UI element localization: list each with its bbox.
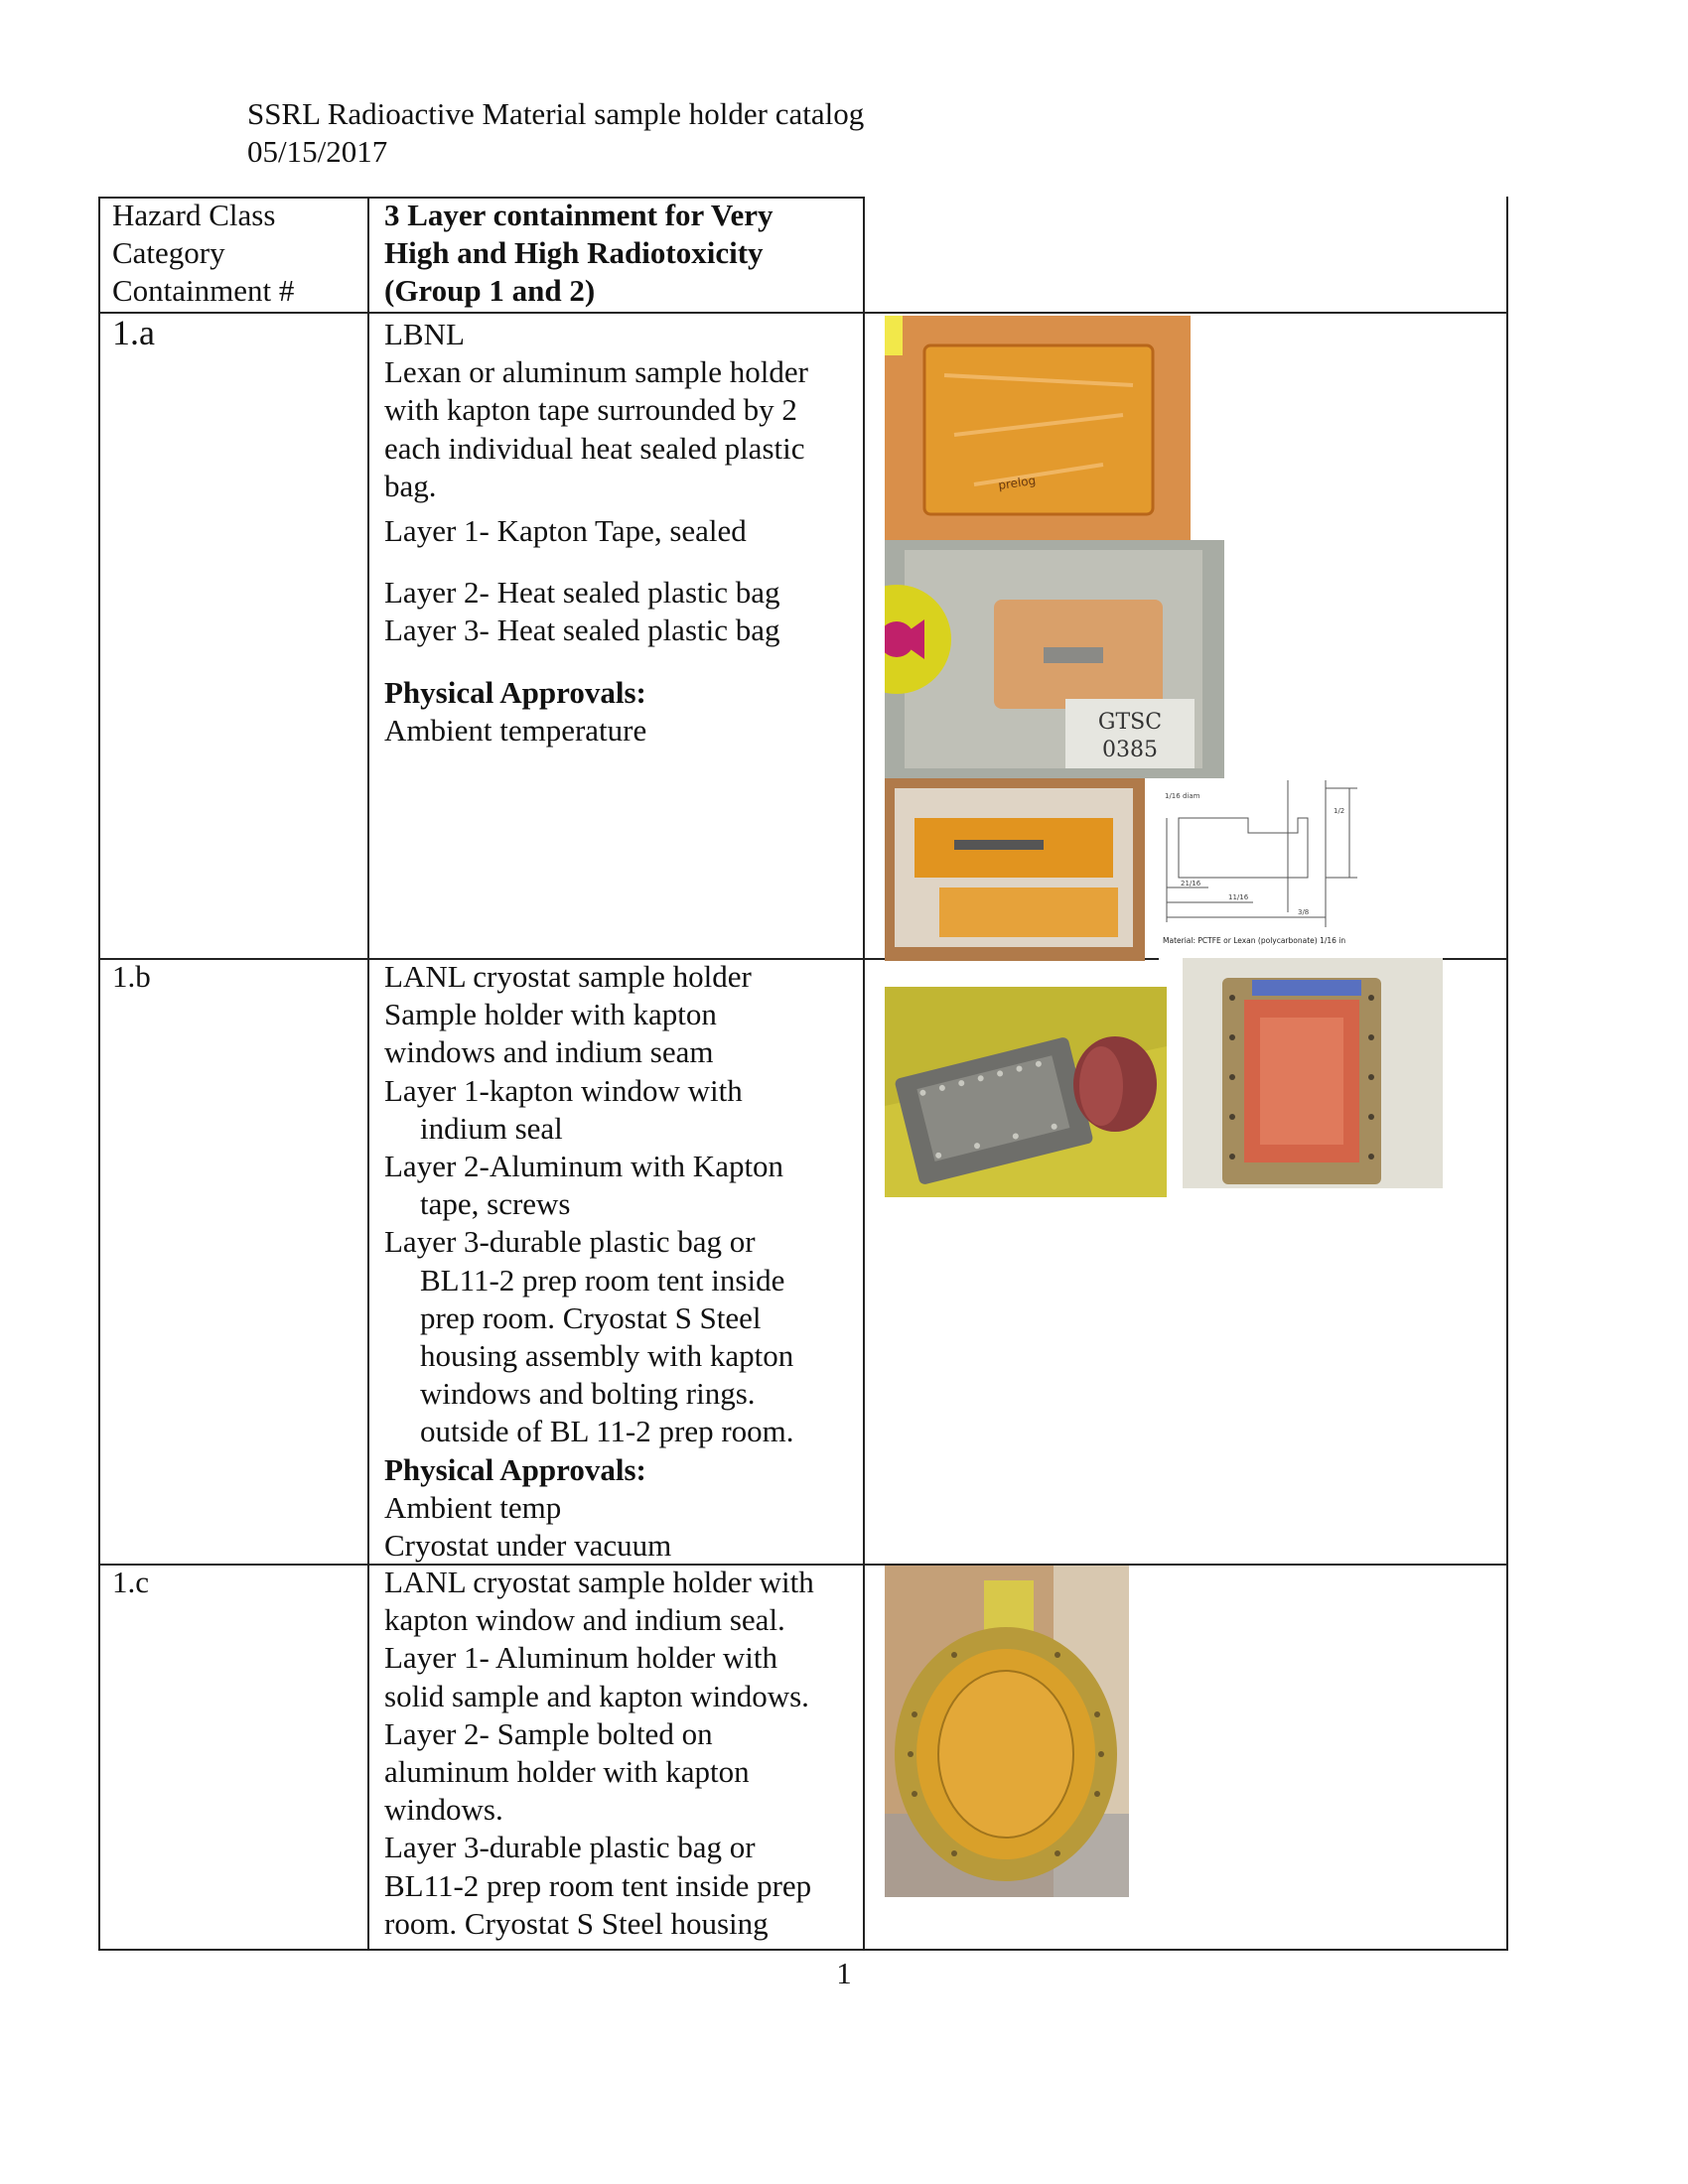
row-id-1b: 1.b [112,959,151,994]
physical-approvals-heading: Physical Approvals: [384,1451,646,1487]
row-1b-description [384,958,794,1565]
text-line: Cryostat under vacuum [384,1528,672,1564]
dim-label: 11/16 [1228,893,1249,901]
header-line: High and High Radiotoxicity [384,235,764,271]
text-line: Layer 1- Kapton Tape, sealed [384,513,747,549]
header-line: (Group 1 and 2) [384,273,596,309]
table-border-right [1506,197,1508,1951]
text-line: Sample holder with kapton [384,997,717,1032]
gtsc-number: 0385 [1102,738,1158,762]
drawing-caption: Material: PCTFE or Lexan (polycarbonate) 1/16 in [1163,936,1346,945]
text-line: Layer 3-durable plastic bag or [384,1830,756,1865]
text-line: Layer 2-Aluminum with Kapton [384,1149,784,1184]
text-line: LBNL [384,317,465,351]
column-divider-2 [863,197,865,1951]
text-line: BL11-2 prep room tent inside prep [384,1867,812,1903]
holder-drawing [1159,778,1409,961]
text-line: Ambient temp [384,1489,562,1525]
text-line: solid sample and kapton windows. [384,1678,809,1713]
row-divider-header [98,312,1508,314]
kapton-window-holder-photo [885,1566,1129,1897]
header-line: Category [112,235,225,271]
document-title: SSRL Radioactive Material sample holder catalog [247,96,865,131]
text-line: Layer 2- Sample bolted on [384,1715,713,1751]
text-line: with kapton tape surrounded by 2 [384,392,797,428]
dim-label: 21/16 [1181,880,1201,887]
text-line: kapton window and indium seal. [384,1602,785,1638]
row-id-1a: 1.a [112,313,155,352]
text-line: tape, screws [420,1186,571,1222]
text-line: Ambient temperature [384,712,647,748]
dim-label: 1/16 diam [1165,792,1200,800]
row-id-1c: 1.c [112,1565,150,1599]
text-line: BL11-2 prep room tent inside [420,1262,785,1297]
text-line: each individual heat sealed plastic [384,430,805,466]
row-1c-description [384,1564,814,1943]
text-line: windows. [384,1792,503,1828]
svg-text:prelog: prelog [997,473,1038,492]
text-line: aluminum holder with kapton [384,1754,750,1790]
text-line: Layer 2- Heat sealed plastic bag [384,575,780,611]
text-line: Layer 1- Aluminum holder with [384,1640,778,1676]
table-border-bottom [98,1949,1508,1951]
catalog-table [98,197,1508,1951]
gtsc-label: GTSC [1097,710,1163,735]
physical-approvals-heading: Physical Approvals: [384,674,646,710]
column-divider-1 [367,197,369,1951]
cryostat-window-photo [1183,958,1443,1188]
text-line: prep room. Cryostat S Steel [420,1299,762,1335]
header-line: 3 Layer containment for Very [384,198,774,232]
text-line: Layer 3-durable plastic bag or [384,1224,756,1260]
cryostat-holder-photo [885,987,1167,1197]
document-date: 05/15/2017 [247,134,388,169]
kapton-sample-photo [885,316,1191,540]
table-border-left [98,197,100,1951]
text-line: room. Cryostat S Steel housing [384,1905,769,1941]
text-line: bag. [384,468,437,503]
header-containment [384,197,773,311]
header-line: Hazard Class [112,198,276,232]
packaged-samples-photo [885,778,1145,961]
text-line: housing assembly with kapton [420,1338,794,1374]
dim-label: 3/8 [1298,908,1310,916]
text-line: windows and bolting rings. [420,1376,756,1412]
text-line: Layer 1-kapton window with [384,1072,743,1108]
text-line: LANL cryostat sample holder with [384,1565,814,1599]
header-hazard-class [112,197,294,311]
text-line: indium seal [420,1110,563,1146]
heat-sealed-bag-photo [885,540,1224,778]
text-line: outside of BL 11-2 prep room. [420,1414,794,1449]
row-1a-description [384,316,808,750]
text-line: Layer 3- Heat sealed plastic bag [384,613,780,648]
text-line: Lexan or aluminum sample holder [384,354,808,390]
header-line: Containment # [112,273,295,309]
dim-label: 1/2 [1334,807,1345,815]
text-line: LANL cryostat sample holder [384,959,752,994]
text-line: windows and indium seam [384,1034,714,1070]
page-number: 1 [836,1956,852,1990]
